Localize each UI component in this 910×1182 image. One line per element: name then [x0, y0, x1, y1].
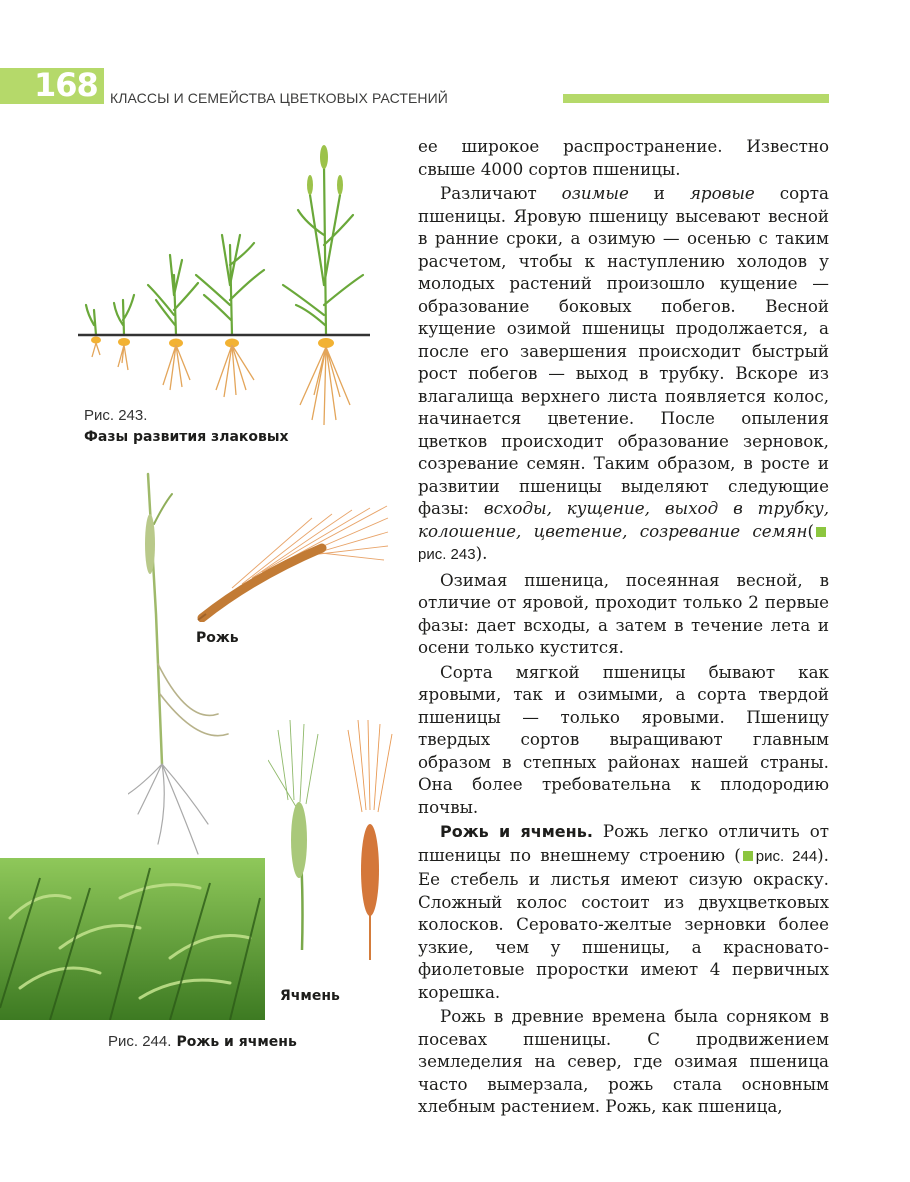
figure-243-title: Фазы развития злаковых	[84, 429, 289, 445]
text-span: Рожь легко отличить от пшеницы по внешнему строению (	[418, 821, 829, 865]
figure-ref-marker	[816, 527, 826, 537]
paragraph-3: Озимая пшеница, посеянная весной, в отличие от яровой, проходит только 2 первые фазы: дает всходы, а затем в течение лета и осени только кустится.	[418, 569, 829, 657]
rye-barley-field-photo	[0, 858, 265, 1020]
figure-243-growth-phases	[78, 135, 370, 425]
text-span: и	[628, 183, 690, 203]
figure-243-ref[interactable]: рис. 243	[418, 546, 476, 563]
figure-243-label: Рис. 243.	[84, 407, 148, 424]
rye-ear-illustration	[192, 498, 392, 622]
body-text	[418, 135, 829, 1120]
paragraph-4: Сорта мягкой пшеницы бывают как яровыми, так и озимыми, а сорта твердой пшеницы — только яровыми. Пшеницу твердых сортов выращивают главным образом в степных районах нашей страны. Она более требовательна к плодородию почвы.	[418, 661, 829, 817]
header-accent-bar	[563, 94, 829, 103]
figure-244-ref[interactable]: рис. 244	[755, 847, 818, 865]
paragraph-6: Рожь в древние времена была сорняком в посевах пшеницы. С продвижением земледелия на север, где озимая пшеница часто вымерзала, рожь стала основным хлебным растением. Рожь, как пшеница,	[418, 1006, 829, 1116]
paragraph-1: ее широкое распространение. Известно свыше 4000 сортов пшеницы.	[418, 136, 829, 179]
barley-ears-illustration	[268, 720, 400, 970]
page-number: 168	[34, 66, 98, 104]
section-title: КЛАССЫ И СЕМЕЙСТВА ЦВЕТКОВЫХ РАСТЕНИЙ	[110, 90, 448, 106]
term-yarovye: яровые	[689, 183, 755, 203]
barley-label: Ячмень	[280, 988, 340, 1004]
text-span: ). Ее стебель и листья имеют сизую окраску. Сложный колос состоит из двухцветковых колосков. Серовато-желтые зерновки более узкие, чем у пшеницы, а красновато-фиолетовые проростки имеют 4 первичных корешка.	[418, 844, 829, 1002]
figure-244-caption	[108, 1031, 297, 1050]
section-heading-rye-barley: Рожь и ячмень.	[440, 822, 593, 841]
paragraph-2: Различают озимые и яровые сорта пшеницы. Яровую пшеницу высевают весной в ранние сроки, а озимую — осенью с таким расчетом, чтобы к наступлению холодов у молодых растений произошло кущение — образование боковых побегов. Весной кущение озимой пшеницы продолжается, а после его завершения происходит быстрый рост побегов — выход в трубку. Вскоре из влагалища верхнего листа появляется колос, начинается цветение. После опыления цветков происходит образование зерновок, созревание семян. Таким образом, в росте и развитии пшеницы выделяют следующие фазы: всходы, кущение, выход в трубку, колошение, цветение, созревание семян(рис. 243).	[418, 183, 829, 563]
text-span: ).	[475, 543, 488, 563]
figure-ref-marker	[743, 851, 753, 861]
term-ozimye: озимые	[561, 183, 629, 203]
figure-244-title: Рожь и ячмень	[176, 1034, 297, 1050]
term-phases: всходы, кущение, выход в трубку, колошение, цветение, созревание семян	[418, 498, 829, 541]
paragraph-5	[418, 820, 829, 1003]
figure-244-label: Рис. 244.	[108, 1033, 172, 1050]
text-span: Различают	[440, 183, 562, 203]
rye-label: Рожь	[196, 630, 239, 646]
text-span: сорта пшеницы. Яровую пшеницу высевают весной в ранние сроки, а озимую — осенью с таким расчетом, чтобы к наступлению холодов у молодых растений произошло кущение — образование боковых побегов. Весной кущение озимой пшеницы продолжается, а после его завершения происходит быстрый рост побегов — выход в трубку. Вскоре из влагалища верхнего листа появляется колос, начинается цветение. После опыления цветков происходит образование зерновок, созревание семян. Таким образом, в росте и развитии пшеницы выделяют следующие фазы:	[418, 183, 829, 518]
